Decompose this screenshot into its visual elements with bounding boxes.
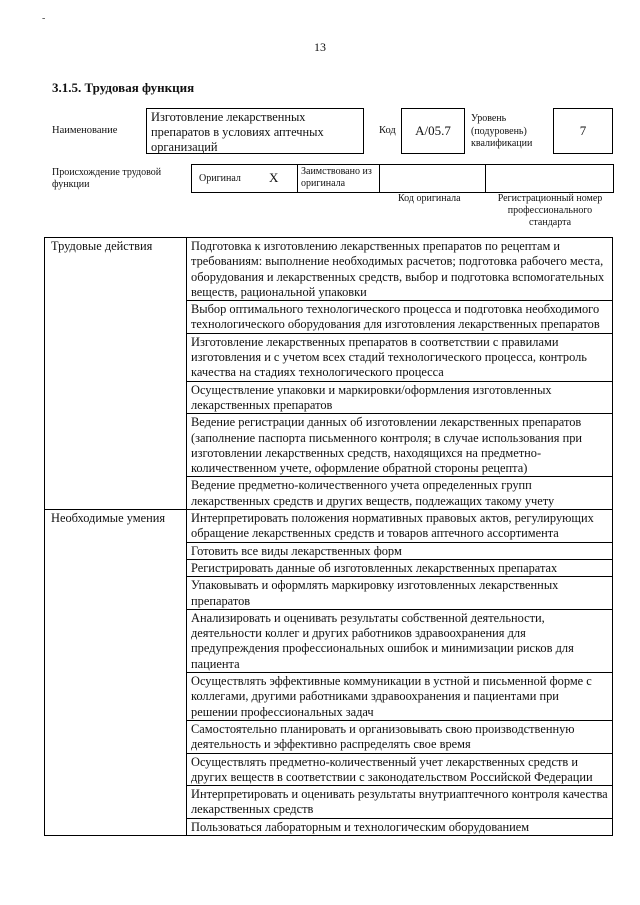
level-label: Уровень (подуровень) квалификации bbox=[471, 113, 533, 149]
name-value: Изготовление лекарственных препаратов в условиях аптечных организаций bbox=[151, 110, 324, 154]
table-row bbox=[45, 238, 613, 301]
origin-label: Происхождение трудовой функции bbox=[52, 167, 162, 190]
table-cell: Анализировать и оценивать результаты собственной деятельности, деятельности коллег и других работников здравоохранения для предупреждения профессиональных ошибок и минимизации рисков для пациента bbox=[187, 609, 613, 672]
table-cell: Регистрировать данные об изготовленных лекарственных препаратах bbox=[187, 559, 613, 576]
original-mark: X bbox=[269, 170, 279, 185]
table-cell: Ведение регистрации данных об изготовлении лекарственных препаратов (заполнение паспорта письменного контроля; в случае использования при изготовлении лекарственных средств, находящихся на предметно-количественном учете, оформление обратной стороны рецепта) bbox=[187, 414, 613, 477]
borrowed-label: Заимствовано из оригинала bbox=[301, 166, 372, 189]
code-original-label: Код оригинала bbox=[398, 193, 461, 204]
section-title: 3.1.5. Трудовая функция bbox=[52, 80, 195, 95]
table-cell: Выбор оптимального технологического процесса и подготовка необходимого технологического оборудования для изготовления лекарственных препаратов bbox=[187, 301, 613, 334]
labor-function-table bbox=[44, 237, 613, 836]
corner-mark: - bbox=[42, 13, 46, 24]
table-cell: Осуществлять предметно-количественный учет лекарственных средств и других веществ в соответствии с законодательством Российской Федерации bbox=[187, 753, 613, 786]
name-value-box bbox=[146, 108, 364, 154]
code-label: Код bbox=[379, 125, 396, 136]
level-value: 7 bbox=[579, 123, 587, 138]
table-cell: Осуществлять эффективные коммуникации в устной и письменной форме с коллегами, другими работниками здравоохранения и пациентами при решении профессиональных задач bbox=[187, 673, 613, 721]
table-cell: Ведение предметно-количественного учета определенных групп лекарственных средств и других веществ, подлежащих такому учету bbox=[187, 477, 613, 510]
original-label: Оригинал bbox=[199, 173, 241, 184]
section-label: Трудовые действия bbox=[45, 238, 187, 510]
table-cell: Интерпретировать положения нормативных правовых актов, регулирующих обращение лекарственных средств и товаров аптечного ассортимента bbox=[187, 510, 613, 543]
page-number: 13 bbox=[314, 40, 326, 54]
table-cell: Интерпретировать и оценивать результаты внутриаптечного контроля качества лекарственных средств bbox=[187, 786, 613, 819]
code-value: A/05.7 bbox=[415, 123, 451, 138]
table-cell: Осуществление упаковки и маркировки/оформления изготовленных лекарственных препаратов bbox=[187, 381, 613, 414]
table-cell: Готовить все виды лекарственных форм bbox=[187, 542, 613, 559]
code-value-box bbox=[401, 108, 465, 154]
table-row bbox=[45, 510, 613, 543]
level-value-box bbox=[553, 108, 613, 154]
table-cell: Упаковывать и оформлять маркировку изготовленных лекарственных препаратов bbox=[187, 577, 613, 610]
table-cell: Подготовка к изготовлению лекарственных препаратов по рецептам и требованиям: выполнение необходимых расчетов; подготовка рабочего места, оборудования и лекарственных средств, выбор и подготовка вспомогательных веществ, рациональной упаковки bbox=[187, 238, 613, 301]
table-cell: Самостоятельно планировать и организовывать свою производственную деятельность и эффективно распределять свое время bbox=[187, 720, 613, 753]
table-cell: Пользоваться лабораторным и технологическим оборудованием bbox=[187, 818, 613, 835]
section-label: Необходимые умения bbox=[45, 510, 187, 836]
reg-number-label: Регистрационный номер профессионального стандарта bbox=[497, 193, 603, 228]
name-label: Наименование bbox=[52, 125, 118, 136]
table-cell: Изготовление лекарственных препаратов в соответствии с правилами изготовления и с учетом всех стадий технологического процесса, контроль качества на стадиях технологического процесса bbox=[187, 333, 613, 381]
